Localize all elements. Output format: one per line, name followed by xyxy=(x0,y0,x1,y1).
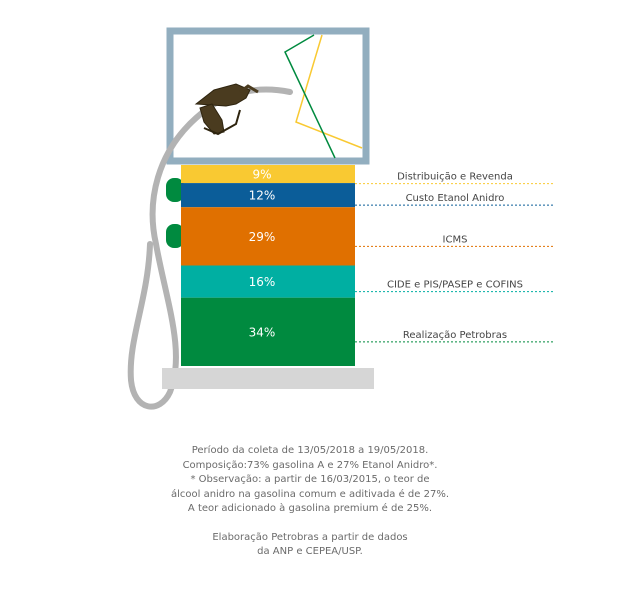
segment-value-label: 12% xyxy=(248,188,276,203)
credits xyxy=(150,531,470,560)
category-label: CIDE e PIS/PASEP e COFINS xyxy=(387,279,523,291)
note-line: A teor adicionado à gasolina premium é de 25%. xyxy=(187,503,433,514)
note-line: Composição:73% gasolina A e 27% Etanol Anidro*. xyxy=(182,459,438,471)
segment-value-label: 29% xyxy=(248,229,276,244)
segment-value-label: 16% xyxy=(248,275,276,290)
note-line: álcool anidro na gasolina comum e aditivada é de 27%. xyxy=(170,488,450,500)
category-label: Distribuição e Revenda xyxy=(397,171,513,183)
segment-value-label: 9% xyxy=(252,167,272,182)
pump-base xyxy=(162,368,374,389)
credits-line: Elaboração Petrobras a partir de dados xyxy=(212,531,408,543)
pump-screen xyxy=(170,31,366,161)
note-line: Período da coleta de 13/05/2018 a 19/05/2018. xyxy=(191,445,429,456)
segment-value-label: 34% xyxy=(248,325,276,340)
footnote xyxy=(150,444,470,560)
credits-line: da ANP e CEPEA/USP. xyxy=(257,546,363,557)
category-label: Custo Etanol Anidro xyxy=(405,193,505,205)
category-label: ICMS xyxy=(442,234,468,246)
note-line: * Observação: a partir de 16/03/2015, o teor de xyxy=(190,474,430,485)
category-label: Realização Petrobras xyxy=(402,329,508,341)
